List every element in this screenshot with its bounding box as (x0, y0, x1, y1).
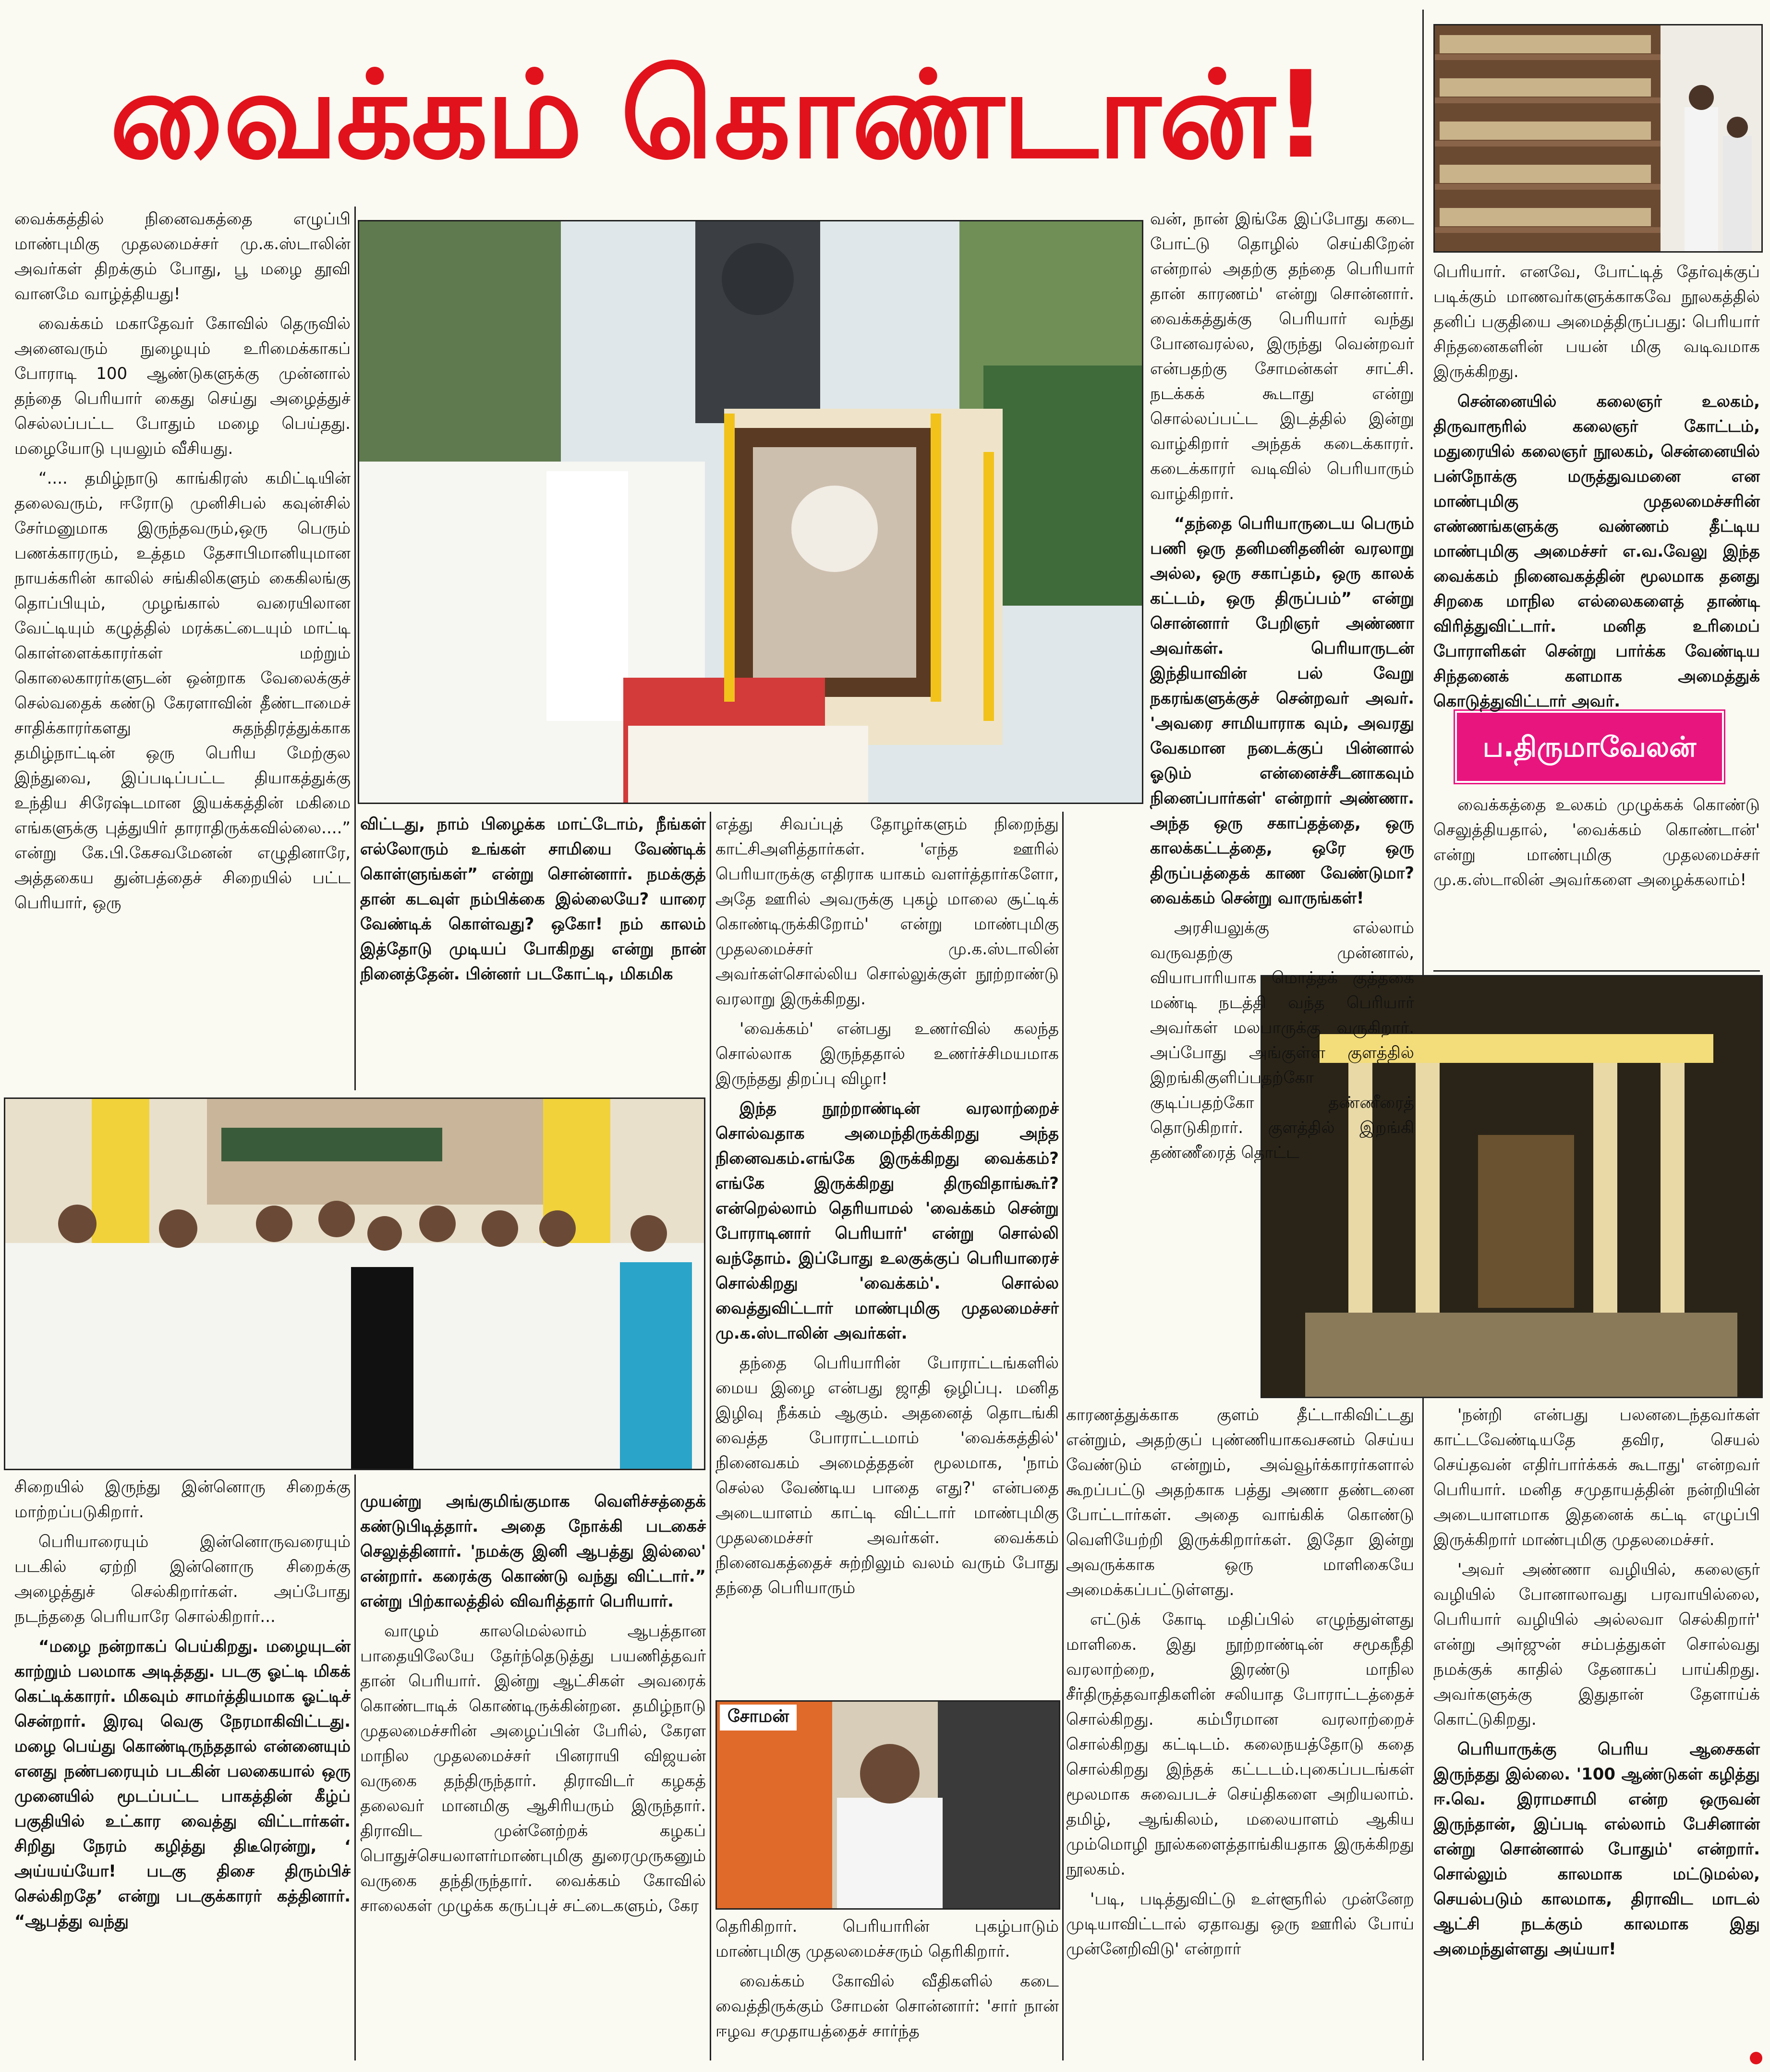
column-rule (354, 1475, 356, 2060)
article-column-3 (715, 812, 1059, 1691)
paragraph: காரணத்துக்காக குளம் தீட்டாகிவிட்டது என்றும், அதற்குப் புண்ணியாகவசனம் செய்ய வேண்டும் என்றும், அவ்வூர்க்காரர்களால் கூறப்பட்டு அதற்காக பத்து அணா தண்டனை போட்டார்கள். அதை வாங்கிக் கொண்டு வெளியேற்றி இருக்கிறார்கள். இதோ இன்று அவருக்காக ஒரு மாளிகையே அமைக்கப்பட்டுள்ளது. (1066, 1405, 1414, 1599)
paragraph: பெரியாரையும் இன்னொருவரையும் படகில் ஏற்றி இன்னொரு சிறைக்கு அழைத்துச் செல்கிறார்கள். அப்போது நடந்ததை பெரியாரே சொல்கிறார்... (14, 1532, 351, 1626)
paragraph: வன், நான் இங்கே இப்போது கடை போட்டு தொழில் செய்கிறேன் என்றால் அதற்கு தந்தை பெரியார் தான் காரணம்' என்று சொன்னார். வைக்கத்துக்கு பெரியார் வந்து போனவரல்ல, இருந்து வென்றவர் என்பதற்கு சோமன்கள் சாட்சி. நடக்கக் கூடாது என்று சொல்லப்பட்ட இடத்தில் இன்று வாழ்கிறார் அந்தக் கடைக்காரர். கடைக்காரர் வடிவில் பெரியாரும் வாழ்கிறார். (1150, 209, 1414, 503)
paragraph: 'அவர் அண்ணா வழியில், கலைஞர் வழியில் போனாலாவது பரவாயில்லை, பெரியார் வழியில் அல்லவா செல்கிறார்' என்று அர்ஜுன் சம்பத்துகள் சொல்வது நமக்குக் காதில் தேனாகப் பாய்கிறது. அவர்களுக்கு இதுதான் தேளாய்க் கொட்டுகிறது. (1433, 1560, 1760, 1729)
soman-photo (715, 1700, 1060, 1910)
paragraph: தந்தை பெரியாரின் போராட்டங்களில் மைய இழை என்பது ஜாதி ஒழிப்பு. மனித இழிவு நீக்கம் ஆகும். அதனைத் தொடங்கி வைத்த போராட்டமாம் 'வைக்கத்தில்' நினைவகம் அமைத்ததன் மூலமாக, 'நாம் செல்ல வேண்டிய பாதை எது?' என்பதை அடையாளம் காட்டி விட்டார் மாண்புமிகு முதலமைச்சர் அவர்கள். வைக்கம் நினைவகத்தைச் சுற்றிலும் வலம் வரும் போது தந்தை பெரியாரும் (715, 1353, 1059, 1597)
paragraph: 'நன்றி என்பது பலனடைந்தவர்கள் காட்டவேண்டியதே தவிர, செயல் செய்தவன் எதிர்பார்க்கக் கூடாது' என்றவர் பெரியார். மனித சமுதாயத்தின் நன்றியின் அடையாளமாக இதனைக் கட்டி எழுப்பி இருக்கிறார் மாண்புமிகு முதலமைச்சர். (1433, 1405, 1760, 1549)
group-photo (4, 1097, 705, 1470)
article-column-2 (360, 812, 706, 1090)
paragraph: பெரியார். எனவே, போட்டித் தேர்வுக்குப் படிக்கும் மாணவர்களுக்காகவே நூலகத்தில் தனிப் பகுதியை அமைத்திருப்பது: பெரியார் சிந்தனைகளின் பயன் மிகு வடிவமாக இருக்கிறது. (1433, 262, 1760, 381)
paragraph: வைக்கம் மகாதேவர் கோவில் தெருவில் அனைவரும் நுழையும் உரிமைக்காகப் போராடி 100 ஆண்டுகளுக்கு முன்னால் தந்தை பெரியார் கைது செய்து அழைத்துச் செல்லப்பட்ட போதும் மழை பெய்தது. மழையோடு புயலும் வீசியது. (14, 314, 351, 458)
paragraph: அரசியலுக்கு எல்லாம் வருவதற்கு முன்னால், வியாபாரியாக மொத்தக் குத்தகை மண்டி நடத்தி வந்த பெரியார் அவர்கள் மலபாருக்கு வருகிறார். அப்போது அங்குள்ள குளத்தில் இறங்கிகுளிப்பதற்கோ குடிப்பதற்கோ தண்ணீரைத் தொடுகிறார். குளத்தில் இறங்கி தண்ணீரைத் தொட்ட (1150, 918, 1414, 1162)
paragraph: 'வைக்கம்' என்பது உணர்வில் கலந்த சொல்லாக இருந்ததால் உணர்ச்சிமயமாக இருந்தது திறப்பு விழா! (715, 1019, 1059, 1088)
paragraph: வைக்கம் கோவில் வீதிகளில் கடை வைத்திருக்கும் சோமன் சொன்னார்: 'சார் நான் ஈழவ சமுதாயத்தைச் சார்ந்த (715, 1972, 1059, 2041)
column-rule (710, 812, 711, 2060)
soman-caption: சோமன் (720, 1705, 797, 1731)
article-column-1b (14, 1475, 351, 2065)
paragraph: “மழை நன்றாகப் பெய்கிறது. மழையுடன் காற்றும் பலமாக அடித்தது. படகு ஓட்டி மிகக் கெட்டிக்காரர். மிகவும் சாமர்த்தியமாக ஓட்டிச் சென்றார். இரவு வெகு நேரமாகிவிட்டது. மழை பெய்து கொண்டிருந்ததால் என்னையும் எனது நண்பரையும் படகின் பலகையால் ஒரு முனையில் மூடப்பட்ட பாகத்தின் கீழ்ப் பகுதியில் உட்கார வைத்து விட்டார்கள். சிறிது நேரம் கழித்து திடீரென்று, ‘ அய்யய்யோ! படகு திசை திரும்பிச் செல்கிறதே’ என்று படகுக்காரர் கத்தினார். “ஆபத்து வந்து (14, 1637, 351, 1931)
paragraph: எத்து சிவப்புத் தோழர்களும் நிறைந்து காட்சிஅளித்தார்கள். 'எந்த ஊரில் பெரியாருக்கு எதிராக யாகம் வளர்த்தார்களோ, அதே ஊரில் அவருக்கு புகழ் மாலை சூட்டிக் கொண்டிருக்கிறோம்' என்று மாண்புமிகு முதலமைச்சர் மு.க.ஸ்டாலின் அவர்கள்சொல்லிய சொல்லுக்குள் நூற்றாண்டு வரலாறு இருக்கிறது. (715, 815, 1059, 1009)
article-column-4 (1150, 207, 1414, 1162)
article-column-1 (14, 207, 351, 1085)
paragraph: வாழும் காலமெல்லாம் ஆபத்தான பாதையிலேயே தேர்ந்தெடுத்து பயணித்தவர் தான் பெரியார். இன்று ஆட்சிகள் அவரைக் கொண்டாடிக் கொண்டிருக்கின்றன. தமிழ்நாடு முதலமைச்சரின் அழைப்பின் பேரில், கேரள மாநில முதலமைச்சர் பினராயி விஜயன் வருகை தந்திருந்தார். திராவிடர் கழகத் தலைவர் மானமிகு ஆசிரியரும் இருந்தார். திராவிட முன்னேற்றக் கழகப் பொதுச்செயலாளர்மாண்புமிகு துரைமுருகனும் வருகை தந்திருந்தார். வைக்கம் கோவில் சாலைகள் முழுக்க கருப்புச் சட்டைகளும், கேர (360, 1621, 706, 1915)
paragraph: “.... தமிழ்நாடு காங்கிரஸ் கமிட்டியின் தலைவரும், ஈரோடு முனிசிபல் கவுன்சில் சேர்மனுமாக இருந்தவரும்,ஒரு பெரும் பணக்காரரும், உத்தம தேசாபிமானியுமான நாயக்கரின் காலில் சங்கிலிகளும் கைகிலங்கு தொப்பியும், முழங்கால் வரையிலான வேட்டியும் கழுத்தில் மரக்கட்டையும் மாட்டி கொள்ளைக்காரர்கள் மற்றும் கொலைகாரர்களுடன் ஒன்றாக வேலைக்குச் செல்வதைக் கண்டு கேரளாவின் தீண்டாமைச் சாதிக்காரர்களது சுதந்திரத்துக்காக தமிழ்நாட்டின் ஒரு பெரிய மேற்குல இந்துவை, இப்படிப்பட்ட தியாகத்துக்கு உந்திய சிரேஷ்டமான இயக்கத்தின் மகிமை எங்களுக்கு புத்துயிர் தாராதிருக்கவில்லை....” என்று கே.பி.கேசவமேனன் எழுதினாரே, அத்தகைய துன்பத்தைச் சிறையில் பட்ட பெரியார், ஒரு (14, 469, 351, 913)
paragraph: சிறையில் இருந்து இன்னொரு சிறைக்கு மாற்றப்படுகிறார். (14, 1477, 351, 1522)
headline: வைக்கம் கொண்டான்! (109, 45, 1326, 185)
paragraph: சென்னையில் கலைஞர் உலகம், திருவாரூரில் கலைஞர் கோட்டம், மதுரையில் கலைஞர் நூலகம், சென்னையில் பன்நோக்கு மருத்துவமனை என மாண்புமிகு முதலமைச்சரின் எண்ணங்களுக்கு வண்ணம் தீட்டிய மாண்புமிகு அமைச்சர் எ.வ.வேலு இந்த வைக்கம் நினைவகத்தின் மூலமாக தனது சிறகை மாநில எல்லைகளைத் தாண்டி விரித்துவிட்டார். மனித உரிமைப் போராளிகள் சென்று பார்க்க வேண்டிய சிந்தனைக் களமாக அமைத்துக் கொடுத்துவிட்டார் அவர். (1433, 392, 1760, 711)
paragraph: 'படி, படித்துவிட்டு உள்ளூரில் முன்னேற முடியாவிட்டால் ஏதாவது ஒரு ஊரில் போய் முன்னேறிவிடு' என்றார் (1066, 1889, 1414, 1959)
article-column-3b (715, 1914, 1059, 2065)
article-column-4b (1066, 1402, 1414, 2065)
paragraph: எட்டுக் கோடி மதிப்பில் எழுந்துள்ளது மாளிகை. இது நூற்றாண்டின் சமூகநீதி வரலாற்றை, இரண்டு மாநில சீர்திருத்தவாதிகளின் சலியாத போராட்டத்தைச் சொல்கிறது. கம்பீரமான வரலாற்றைச் சொல்கிறது கட்டிடம். கலைநயத்தோடு கதை சொல்கிறது இந்தக் கட்டடம்.புகைப்படங்கள் மூலமாக சுவைபடச் செய்திகளை அறியலாம். தமிழ், ஆங்கிலம், மலையாளம் ஆகிய மும்மொழி நூல்களைத்தாங்கியதாக இருக்கிறது நூலகம். (1066, 1610, 1414, 1879)
article-column-5c (1433, 1402, 1760, 2065)
paragraph: முயன்று அங்குமிங்குமாக வெளிச்சத்தைக் கண்டுபிடித்தார். அதை நோக்கி படகைச் செலுத்தினார். 'நமக்கு இனி ஆபத்து இல்லை' என்றார். கரைக்கு கொண்டு வந்து விட்டார்.” என்று பிற்காலத்தில் விவரித்தார் பெரியார். (360, 1492, 706, 1611)
library-photo (1433, 24, 1763, 253)
paragraph: இந்த நூற்றாண்டின் வரலாற்றைச் சொல்வதாக அமைந்திருக்கிறது அந்த நினைவகம்.எங்கே இருக்கிறது வைக்கம்? எங்கே இருக்கிறது திருவிதாங்கூர்? என்றெல்லாம் தெரியாமல் 'வைக்கம் சென்று போராடினார் பெரியார்' என்று சொல்லி வந்தோம். இப்போது உலகுக்குப் பெரியாரைச் சொல்கிறது 'வைக்கம்'. சொல்ல வைத்துவிட்டார் மாண்புமிகு முதலமைச்சர் மு.க.ஸ்டாலின் அவர்கள். (715, 1099, 1059, 1343)
page-end-mark (1750, 2052, 1762, 2064)
paragraph: விட்டது, நாம் பிழைக்க மாட்டோம், நீங்கள் எல்லோரும் உங்கள் சாமியை வேண்டிக் கொள்ளுங்கள்” என்று சொன்னார். நமக்குத் தான் கடவுள் நம்பிக்கை இல்லையே? யாரை வேண்டிக் கொள்வது? ஒகோ! நம் காலம் இத்தோடு முடியப் போகிறது என்று நான் நினைத்தேன். பின்னர் படகோட்டி, மிகமிக (360, 815, 706, 984)
column-rule (1062, 812, 1064, 2060)
paragraph: “தந்தை பெரியாருடைய பெரும் பணி ஒரு தனிமனிதனின் வரலாறு அல்ல, ஒரு சகாப்தம், ஒரு காலக் கட்டம், ஒரு திருப்பம்” என்று சொன்னார் பேறிஞர் அண்ணா அவர்கள். பெரியாருடன் இந்தியாவின் பல் வேறு நகரங்களுக்குச் சென்றவர் அவர். 'அவரை சாமியாராக வும், அவரது வேகமான நடைக்குப் பின்னால் ஓடும் என்னைச்சீடனாகவும் நினைப்பார்கள்' என்றார் அண்ணா. அந்த ஒரு சகாப்தத்தை, ஒரு காலக்கட்டத்தை, ஒரே ஒரு திருப்பத்தைக் காண வேண்டுமா? வைக்கம் சென்று வாருங்கள்! (1150, 514, 1414, 908)
column-rule (354, 207, 356, 1090)
paragraph: வைக்கத்தில் நினைவகத்தை எழுப்பி மாண்புமிகு முதலமைச்சர் மு.க.ஸ்டாலின் அவர்கள் திறக்கும் போது, பூ மழை தூவி வானமே வாழ்த்தியது! (14, 209, 351, 304)
paragraph: தெரிகிறார். பெரியாரின் புகழ்பாடும் மாண்புமிகு முதலமைச்சரும் தெரிகிறார். (715, 1917, 1059, 1961)
paragraph: வைக்கத்தை உலகம் முழுக்கக் கொண்டு செலுத்தியதால், 'வைக்கம் கொண்டான்' என்று மாண்புமிகு முதலமைச்சர் மு.க.ஸ்டாலின் அவர்களை அழைக்கலாம்! (1433, 795, 1760, 890)
byline: ப.திருமாவேலன் (1455, 711, 1724, 783)
article-column-5b (1433, 792, 1760, 970)
article-column-5 (1433, 259, 1760, 711)
paragraph: பெரியாருக்கு பெரிய ஆசைகள் இருந்தது இல்லை. '100 ஆண்டுகள் கழித்து ஈ.வெ. இராமசாமி என்ற ஒருவன் இருந்தான், இப்படி எல்லாம் பேசினான் என்று சொன்னால் போதும்' என்றார். சொல்லும் காலமாக மட்டுமல்ல, செயல்படும் காலமாக, திராவிட மாடல் ஆட்சி நடக்கும் காலமாக இது அமைந்துள்ளது அய்யா! (1433, 1740, 1760, 1959)
article-column-2b (360, 1489, 706, 2065)
statue-photo (358, 220, 1143, 804)
divider (1433, 970, 1760, 972)
